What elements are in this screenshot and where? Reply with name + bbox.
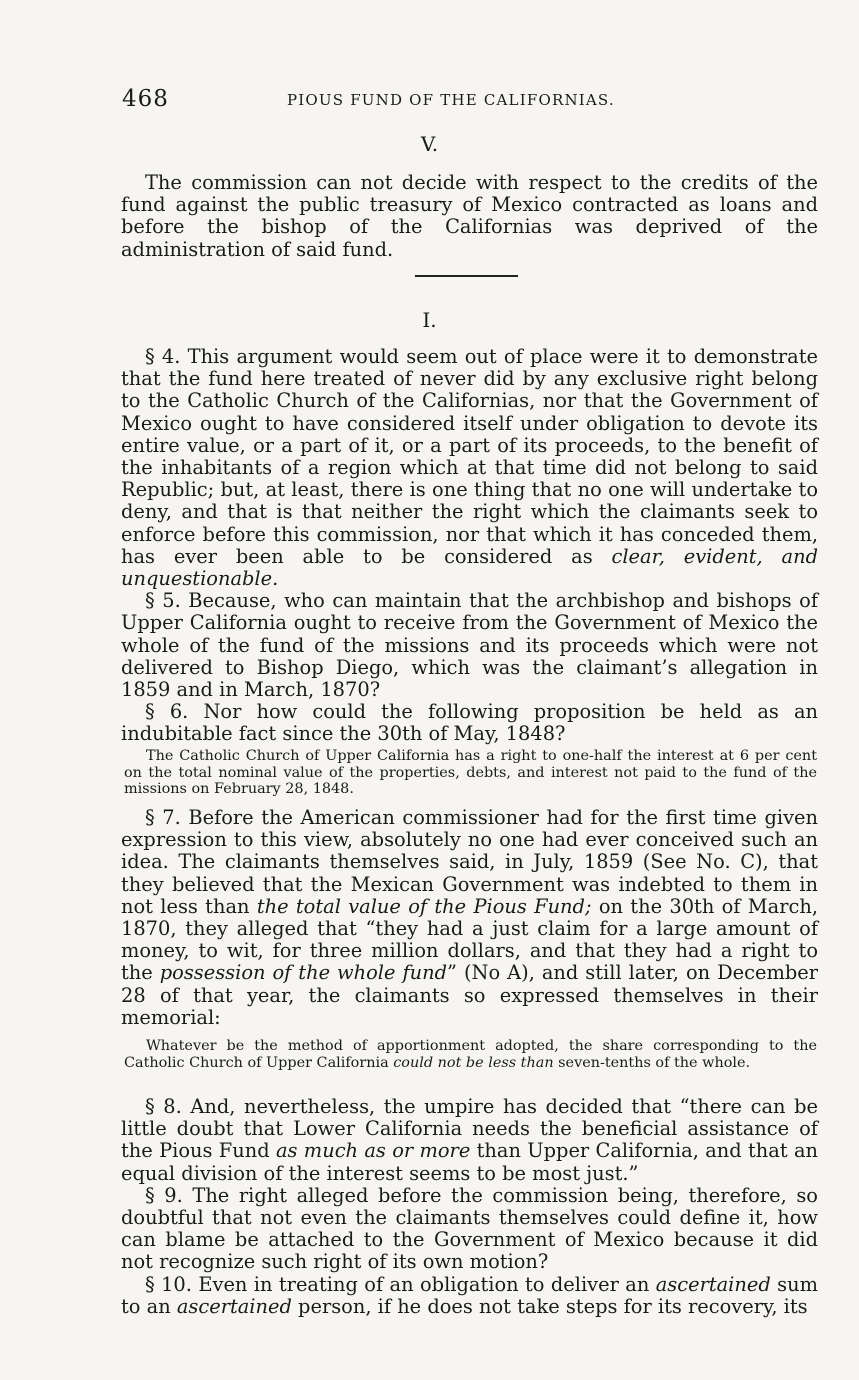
paragraph-5: § 5. Because, who can maintain that the archbishop and bishops of Upper California ought to receive from the Government of Mexico the whole of the fund of the missions and its proceeds which were not delivered to Bishop Diego, which was the claimant’s allegation in 1859 and in March, 1870?: [121, 589, 818, 702]
body-paragraphs-1: [121, 346, 818, 746]
section-heading-i: I.: [422, 308, 437, 332]
paragraph-10-text-b: sum to an: [121, 1272, 818, 1318]
paragraph-8: [121, 1096, 818, 1185]
body-paragraph-7: [121, 807, 818, 1029]
block-quote-1: The Catholic Church of Upper California has a right to one-half the interest at 6 per cent on the total nominal value of the properties, debts, and interest not paid to the fund of the missions on February 28, 1848.: [124, 748, 817, 798]
quote-2-text-a: Whatever be the method of apportionment adopted, the share corresponding to the Catholic Church of Upper California: [124, 1038, 817, 1071]
paragraph-7-italic-1: the total value of the Pious Fund;: [256, 894, 592, 918]
paragraph-7-text-c: ” (No A), and still later, on December 28 of that year, the claimants so expressed themselves in their memorial:: [121, 961, 819, 1029]
section-v-paragraph: [121, 172, 818, 261]
paragraph-4-italic: clear, evident, and unquestionable.: [121, 544, 819, 591]
paragraph-8-text-b: than Upper California, and that an equal division of the interest seems to be most just.”: [121, 1139, 819, 1185]
paragraph-4: [121, 346, 818, 590]
running-title: PIOUS FUND OF THE CALIFORNIAS.: [287, 91, 615, 109]
body-paragraphs-2: [121, 1096, 818, 1318]
paragraph-10-text-c: person, if he does not take steps for its recovery, its: [291, 1294, 808, 1318]
section-heading-v: V.: [420, 132, 439, 156]
paragraph-7: [121, 807, 818, 1029]
page-number: 468: [122, 86, 169, 112]
paragraph-10: [121, 1274, 818, 1318]
page-header: [122, 86, 822, 116]
paragraph-10-text-a: § 10. Even in treating of an obligation to deliver an: [145, 1272, 656, 1296]
paragraph-7-text-a: § 7. Before the American commissioner had for the first time given expression to this view, absolutely no one had ever conceived such an idea. The claimants themselves said, in July, 1859 (See No. C), that they believed that the Mexican Government was indebted to them in not less than: [121, 806, 818, 918]
section-v-text: The commission can not decide with respect to the credits of the fund against the public treasury of Mexico contracted as loans and before the bishop of the Californias was deprived of the administration of said fund.: [121, 171, 818, 261]
paragraph-7-text-b: on the 30th of March, 1870, they alleged that “they had a just claim for a large amount of money, to wit, for three million dollars, and that they had a right to the: [121, 894, 818, 985]
block-quote-2: [124, 1038, 817, 1071]
paragraph-8-italic: as much as or more: [275, 1139, 471, 1163]
paragraph-7-italic-2: possession of the whole fund: [159, 961, 448, 985]
paragraph-10-italic-1: ascertained: [655, 1272, 771, 1296]
paragraph-4-text: § 4. This argument would seem out of place were it to demonstrate that the fund here treated of never did by any exclusive right belong to the Catholic Church of the Californias, nor that the Government of Mexico ought to have considered itself under obligation to devote its entire value, or a part of it, or a part of its proceeds, to the benefit of the inhabitants of a region which at that time did not belong to said Republic; but, at least, there is one thing that no one will undertake to deny, and that is that neither the right which the claimants seek to enforce before this commission, nor that which it has conceded them, has ever been able to be considered as: [121, 345, 818, 568]
paragraph-8-text-a: § 8. And, nevertheless, the umpire has decided that “there can be little doubt that Lower California needs the beneficial assistance of the Pious Fund: [121, 1095, 818, 1163]
paragraph-6: § 6. Nor how could the following proposition be held as an indubitable fact since the 30th of May, 1848?: [121, 700, 818, 746]
paragraph-10-italic-2: ascertained: [176, 1294, 292, 1318]
paragraph-9: § 9. The right alleged before the commission being, therefore, so doubtful that not even the claimants themselves could define it, how can blame be attached to the Government of Mexico because it did not recognize such right of its own motion?: [121, 1183, 818, 1274]
section-divider: [415, 275, 518, 277]
quote-2-italic: could not be less than: [393, 1054, 554, 1071]
quote-2-text-b: seven-tenths of the whole.: [553, 1054, 751, 1071]
